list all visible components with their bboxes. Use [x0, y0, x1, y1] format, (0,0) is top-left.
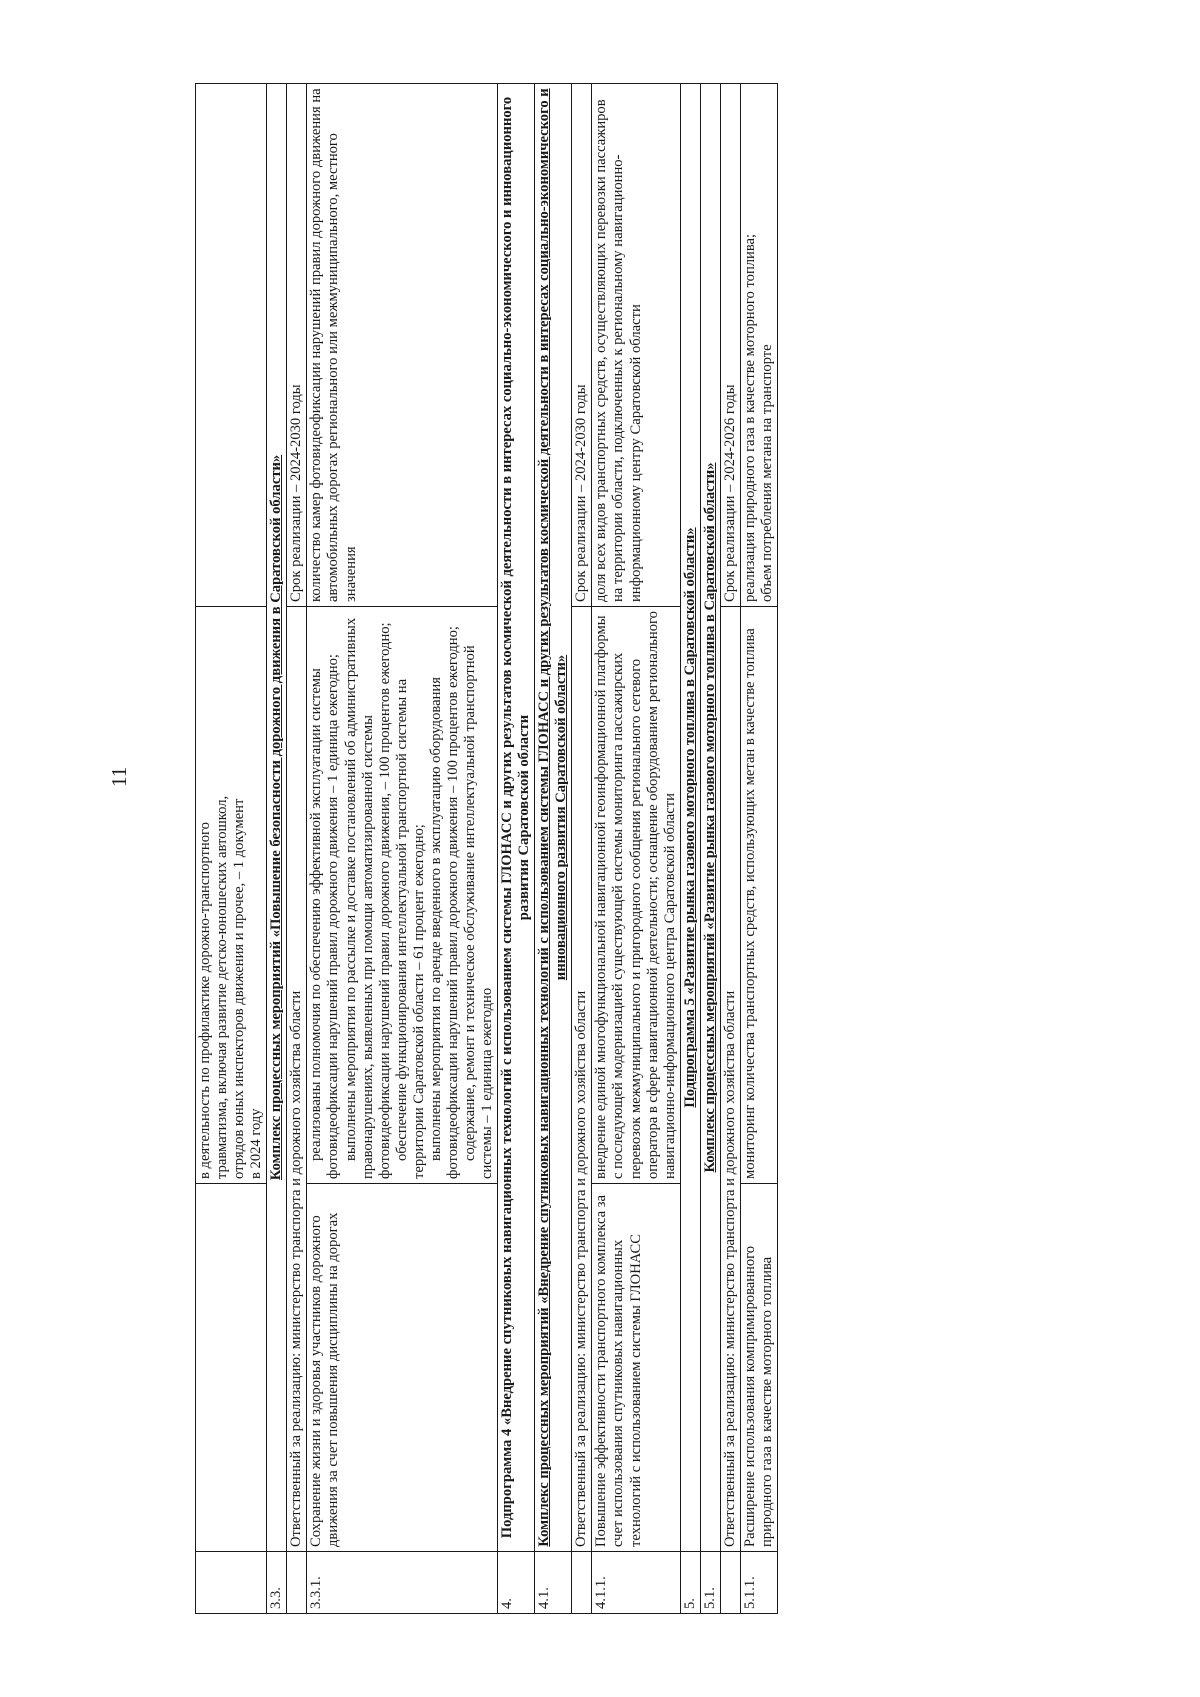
effects-cell: [196, 607, 267, 1184]
num-cell: 5.1.1.: [740, 1552, 777, 1614]
num-cell: 4.: [498, 1552, 535, 1614]
table-row: [740, 84, 777, 1614]
section-title: Комплекс процессных мероприятий «Повышение безопасности дорожного движения в Саратовской области»: [267, 84, 287, 1552]
num-cell: [720, 1552, 740, 1614]
num-cell: 5.: [680, 1552, 700, 1614]
table-row: [196, 84, 267, 1614]
responsible-cell: Ответственный за реализацию: министерство транспорта и дорожного хозяйства области: [720, 607, 740, 1552]
rotated-table-wrapper: [195, 84, 1195, 1614]
page-number: 11: [107, 766, 131, 787]
responsible-row: [287, 84, 307, 1614]
effects-cell: мониторинг количества транспортных средств, использующих метан в качестве топлива: [740, 607, 777, 1184]
task-cell: Расширение использования компримированного природного газа в качестве моторного топлива: [740, 1184, 777, 1552]
term-cell: Срок реализации – 2024-2030 годы: [572, 84, 592, 607]
text-paragraph: содержание, ремонт и техническое обслуживание интеллектуальной транспортной системы – 1 единица ежегодно: [461, 645, 495, 1179]
num-cell: 5.1.: [700, 1552, 720, 1614]
text-line: объем потребления метана на транспорте: [758, 344, 775, 602]
section-title: Подпрограмма 5 «Развитие рынка газового моторного топлива в Саратовской области»: [680, 84, 700, 1552]
table-row: [592, 84, 680, 1614]
text-paragraph: выполнены мероприятия по аренде введенного в эксплуатацию оборудования фотовидеофиксации нарушений правил дорожного движения – 100 процентов ежегодно;: [427, 626, 461, 1179]
section-row: [700, 84, 720, 1614]
text-line: отрядов юных инспекторов движения и прочее, – 1 документ: [231, 798, 248, 1179]
text-paragraph: реализованы полномочия по обеспечению эффективной эксплуатации системы фотовидеофиксации нарушений правил дорожного движения – 1 единица ежегодно;: [308, 654, 342, 1179]
responsible-cell: Ответственный за реализацию: министерство транспорта и дорожного хозяйства области: [287, 607, 307, 1552]
term-cell: Срок реализации – 2024-2030 годы: [287, 84, 307, 607]
section-row: [498, 84, 535, 1614]
text-line: реализация природного газа в качестве моторного топлива;: [741, 233, 758, 602]
indicator-cell: доля всех видов транспортных средств, осуществляющих перевозки пассажиров на территории области, подключенных к региональному навигационно-информационному центру Саратовской области: [592, 84, 680, 607]
section-title: Комплекс процессных мероприятий «Внедрение спутниковых навигационных технологий с использованием системы ГЛОНАСС и других результатов космической деятельности в интересах социально-экономического и инновационного развития Саратовской области»: [535, 84, 572, 1552]
text-line: в деятельность по профилактике дорожно-транспортного: [197, 822, 213, 1179]
responsible-row: [572, 84, 592, 1614]
effects-cell: внедрение единой многофункциональной навигационной геоинформационной платформы с последующей модернизацией существующей системы мониторинга пассажирских перевозок межмуниципального и пригородного сообщения регионального сетевого оператора в сфере навигационной деятельности; оснащение оборудованием регионального навигационно-информационного центра Саратовской области: [592, 607, 680, 1184]
text-line: травматизма, включая развитие детско-юношеских автошкол,: [214, 795, 231, 1179]
text-paragraph: выполнены мероприятия по рассылке и доставке постановлений об административных правонарушениях, выявленных при помощи автоматизированной системы фотовидеофиксации нарушений правил дорожного движения, – 100 процентов ежегодно;: [342, 617, 393, 1179]
num-cell: [287, 1552, 307, 1614]
text-line: в 2024 году: [248, 1108, 265, 1179]
measures-table: [195, 83, 778, 1614]
section-row: [267, 84, 287, 1614]
num-cell: 3.3.: [267, 1552, 287, 1614]
indicator-cell: количество камер фотовидеофиксации нарушений правил дорожного движения на автомобильных дорогах регионального или межмуниципального, местного значения: [307, 84, 498, 607]
task-cell: Сохранение жизни и здоровья участников дорожного движения за счет повышения дисциплины на дорогах: [307, 1184, 498, 1552]
responsible-row: [720, 84, 740, 1614]
indicator-cell: [740, 84, 777, 607]
effects-cell: [307, 607, 498, 1184]
text-paragraph: обеспечение функционирования интеллектуальной транспортной системы на территории Саратовской области – 61 процент ежегодно;: [393, 678, 427, 1179]
num-cell: 4.1.: [535, 1552, 572, 1614]
num-cell: [572, 1552, 592, 1614]
section-row: [535, 84, 572, 1614]
section-title: Подпрограмма 4 «Внедрение спутниковых навигационных технологий с использованием системы ГЛОНАСС и других результатов космической деятельности в интересах социально-экономического и инновационного развития Саратовской области: [498, 84, 535, 1552]
indicator-cell: [196, 84, 267, 607]
num-cell: [196, 1552, 267, 1614]
section-title: Комплекс процессных мероприятий «Развитие рынка газового моторного топлива в Саратовской области»: [700, 84, 720, 1552]
term-cell: Срок реализации – 2024-2026 годы: [720, 84, 740, 607]
task-cell: Повышение эффективности транспортного комплекса за счет использования спутниковых навигационных технологий с использованием системы ГЛОНАСС: [592, 1184, 680, 1552]
num-cell: 3.3.1.: [307, 1552, 498, 1614]
responsible-cell: Ответственный за реализацию: министерство транспорта и дорожного хозяйства области: [572, 607, 592, 1552]
table-row: [307, 84, 498, 1614]
num-cell: 4.1.1.: [592, 1552, 680, 1614]
task-cell: [196, 1184, 267, 1552]
section-row: [680, 84, 700, 1614]
